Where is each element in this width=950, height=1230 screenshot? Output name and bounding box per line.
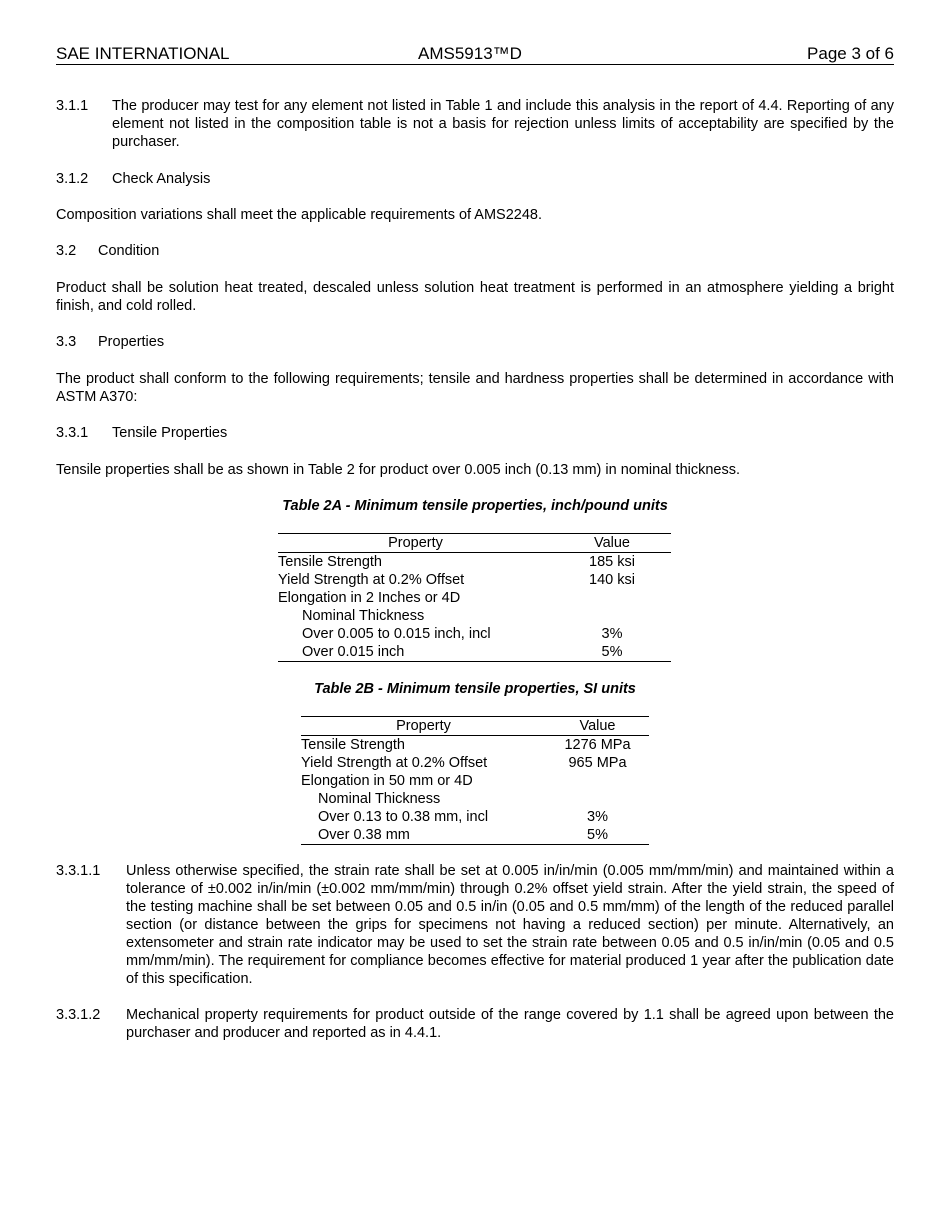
cell-value [546, 772, 649, 790]
cell-property: Over 0.015 inch [278, 643, 553, 662]
cell-property: Tensile Strength [301, 737, 405, 753]
section-number: 3.1.1 [56, 98, 89, 114]
section-title: Condition [98, 243, 160, 259]
section-number: 3.3.1.1 [56, 863, 101, 879]
table-row [301, 736, 649, 755]
table-row [278, 643, 671, 662]
table-2b [301, 716, 649, 845]
table-row [301, 826, 649, 845]
properties-paragraph: The product shall conform to the following requirements; tensile and hardness properties shall be determined in accordance with ASTM A370: [56, 371, 894, 405]
cell-value: 1276 MPa [564, 737, 631, 753]
cell-property: Yield Strength at 0.2% Offset [301, 755, 488, 771]
section-3-3-1-1 [56, 862, 894, 990]
cell-value: 965 MPa [568, 755, 627, 771]
table-2b-caption: Table 2B - Minimum tensile properties, SI units [314, 681, 636, 697]
table-row [301, 808, 649, 826]
cell-value: 3% [587, 809, 608, 825]
table-row [278, 571, 671, 589]
section-title: Properties [98, 334, 165, 350]
cell-value: 3% [601, 626, 623, 642]
section-text: Unless otherwise specified, the strain rate shall be set at 0.005 in/in/min (0.005 mm/mm/min) and maintained within a tolerance of ±0.002 in/in/min (±0.002 mm/mm/min) through 0.2% offset yield strain. After the yield strain, the speed of the testing machine shall be set between 0.05 and 0.5 in/in (0.05 and 0.5 mm/mm) of the length of the reduced parallel section (or distance between the grips for specimens not having a reduced section) per minute. Alternatively, an extensometer and strain rate indicator may be used to set the strain rate between 0.05 and 0.5 in/in/min (0.05 and 0.5 mm/mm/min). The requirement for compliance becomes effective for material produced 1 year after the publication date of this specification. [126, 863, 894, 987]
cell-property: Tensile Strength [278, 554, 382, 570]
section-3-3-1-2 [56, 1006, 894, 1046]
section-number: 3.3 [56, 334, 77, 350]
section-text: The producer may test for any element not listed in Table 1 and include this analysis in the report of 4.4. Reporting of any element not listed in the composition table is not a basis for rejection unless limits of acceptability are specified by the purchaser. [112, 98, 894, 150]
table-row [278, 589, 671, 607]
header-page-number: Page 3 of 6 [807, 44, 894, 63]
tensile-paragraph: Tensile properties shall be as shown in Table 2 for product over 0.005 inch (0.13 mm) in nominal thickness. [56, 462, 741, 478]
cell-value [553, 607, 671, 625]
cell-property: Elongation in 2 Inches or 4D [278, 590, 461, 606]
cell-value [553, 589, 671, 607]
table-2a-caption: Table 2A - Minimum tensile properties, inch/pound units [282, 498, 668, 514]
section-title: Tensile Properties [112, 425, 228, 441]
cell-property: Over 0.38 mm [301, 826, 546, 845]
section-number: 3.3.1 [56, 425, 89, 441]
cell-property: Elongation in 50 mm or 4D [301, 773, 473, 789]
section-number: 3.1.2 [56, 171, 89, 187]
table-header-property: Property [301, 717, 546, 736]
section-title: Check Analysis [112, 171, 211, 187]
table-header-property: Property [278, 534, 553, 553]
table-header-value: Value [546, 717, 649, 736]
header-org: SAE INTERNATIONAL [56, 44, 230, 63]
table-row [301, 754, 649, 772]
section-number: 3.2 [56, 243, 77, 259]
table-row [278, 553, 671, 572]
table-row [278, 607, 671, 625]
section-text: Mechanical property requirements for product outside of the range covered by 1.1 shall be agreed upon between the purchaser and producer and reported as in 4.4.1. [126, 1007, 894, 1041]
condition-paragraph: Product shall be solution heat treated, descaled unless solution heat treatment is performed in an atmosphere yielding a bright finish, and cold rolled. [56, 280, 894, 314]
cell-property: Over 0.13 to 0.38 mm, incl [318, 809, 489, 825]
table-row [278, 625, 671, 643]
cell-value [546, 790, 649, 808]
table-2a [278, 533, 671, 662]
page-header [56, 44, 894, 65]
cell-value: 5% [553, 643, 671, 662]
cell-value: 5% [546, 826, 649, 845]
section-3-1-1 [56, 97, 894, 153]
composition-paragraph: Composition variations shall meet the applicable requirements of AMS2248. [56, 207, 543, 223]
section-number: 3.3.1.2 [56, 1007, 101, 1023]
header-doc-id: AMS5913™D [418, 44, 522, 63]
cell-property: Nominal Thickness [302, 608, 425, 624]
cell-value: 140 ksi [589, 572, 635, 588]
cell-property: Yield Strength at 0.2% Offset [278, 572, 465, 588]
cell-value: 185 ksi [589, 554, 635, 570]
cell-property: Nominal Thickness [318, 791, 441, 807]
table-row [301, 772, 649, 790]
table-row [301, 790, 649, 808]
cell-property: Over 0.005 to 0.015 inch, incl [302, 626, 491, 642]
table-header-value: Value [553, 534, 671, 553]
